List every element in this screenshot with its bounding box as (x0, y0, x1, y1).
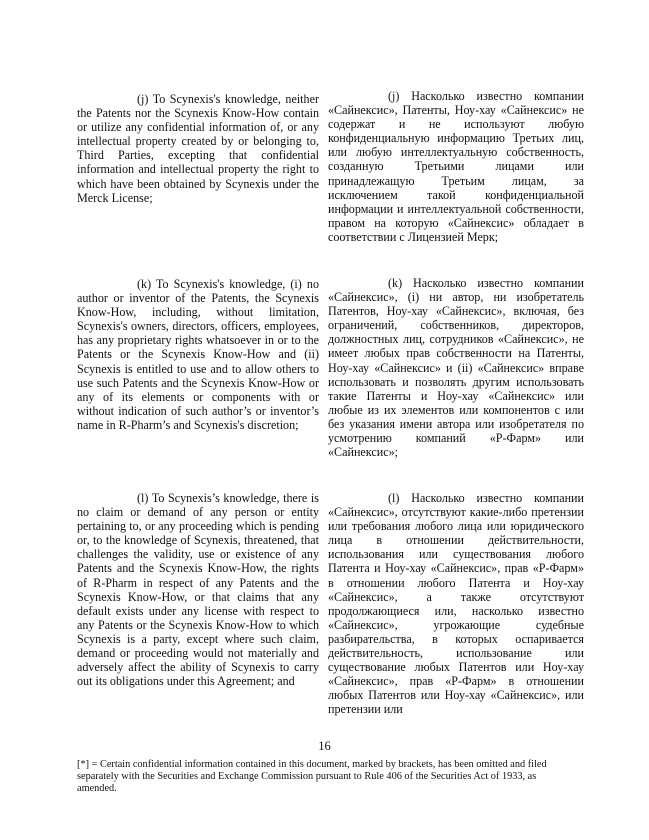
section-l-russian (328, 491, 584, 717)
confidentiality-footnote: [*] = Certain confidential information contained in this document, marked by brackets, has been omitted and filed separately with the Securities and Exchange Commission pursuant to Rule 406 of the Securities Act of 1933, as amended. (77, 759, 547, 794)
section-l-english (77, 491, 319, 688)
section-k-russian (328, 276, 584, 459)
section-l-english-text: (l) To Scynexis’s knowledge, there is no claim or demand of any person or entity pertaining to, or any proceeding which is pending or, to the knowledge of Scynexis, threatened, that challenges the validity, use or existence of any Patents and the Scynexis Know-How, the rights of R-Pharm in respect of any Patents and the Scynexis Know-How, or that claims that any default exists under any license with respect to any Patents or the Scynexis Know-How to which Scynexis is a party, except where such claim, demand or proceeding would not materially and adversely affect the ability of Scynexis to carry out its obligations under this Agreement; and (77, 491, 319, 689)
section-k-english-text: (k) To Scynexis's knowledge, (i) no author or inventor of the Patents, the Scynexis Know-How, including, without limitation, Scynexis's owners, directors, officers, employees, has any proprietary rights whatsoever in or to the Patents or the Scynexis Know-How and (ii) Scynexis is entitled to use and to allow others to use such Patents and the Scynexis Know-How or any of its elements or components with or without indication of such author’s or inventor’s name in R-Pharm’s and Scynexis's discretion; (77, 277, 319, 432)
page-number: 16 (318, 739, 331, 753)
section-j-russian-text: (j) Насколько известно компании «Сайнексис», Патенты, Ноу-хау «Сайнексис» не содержат и не используют любую конфиденциальную информацию Третьих лиц, или любую интеллектуальную собственность, созданную Третьими лицами или принадлежащую Третьим лицам, за исключением такой конфиденциальной информации и интеллектуальной собственности, правом на которую «Сайнексис» обладает в соответствии с Лицензией Мерк; (328, 89, 584, 244)
section-l-russian-text: (l) Насколько известно компании «Сайнексис», отсутствуют какие-либо претензии или требования любого лица или юридического лица в отношении действительности, использования или существования любого Патента и Ноу-хау «Сайнексис», прав «Р-Фарм» в отношении любого Патента и Ноу-хау «Сайнексис», а также отсутствуют продолжающиеся или, насколько известно «Сайнексис», угрожающие судебные разбирательства, в которых оспаривается действительность, использование или существование любых Патентов или Ноу-хау «Сайнексис», прав «Р-Фарм» в отношении любых Патентов или Ноу-хау «Сайнексис», или претензии или (328, 491, 584, 717)
section-k-english (77, 277, 319, 432)
section-j-english (77, 92, 319, 205)
section-j-russian (328, 89, 584, 244)
section-k-russian-text: (k) Насколько известно компании «Сайнексис», (i) ни автор, ни изобретатель Патентов, Ноу-хау «Сайнексис», включая, без ограничений, собственников, директоров, должностных лиц, сотрудников «Сайнексис», не имеет любых прав собственности на Патенты, Ноу-хау «Сайнексис» и (ii) «Сайнексис» вправе использовать и позволять другим использовать такие Патенты и Ноу-хау «Сайнексис» или любые из их элементов или компонентов с или без указания имени автора или изобретателя по усмотрению компаний «Р-Фарм» или «Сайнексис»; (328, 276, 584, 460)
section-j-english-text: (j) To Scynexis's knowledge, neither the Patents nor the Scynexis Know-How contain or utilize any confidential information of, or any intellectual property created by or belonging to, Third Parties, excepting that confidential information and intellectual property the right to which have been obtained by Scynexis under the Merck License; (77, 92, 319, 205)
